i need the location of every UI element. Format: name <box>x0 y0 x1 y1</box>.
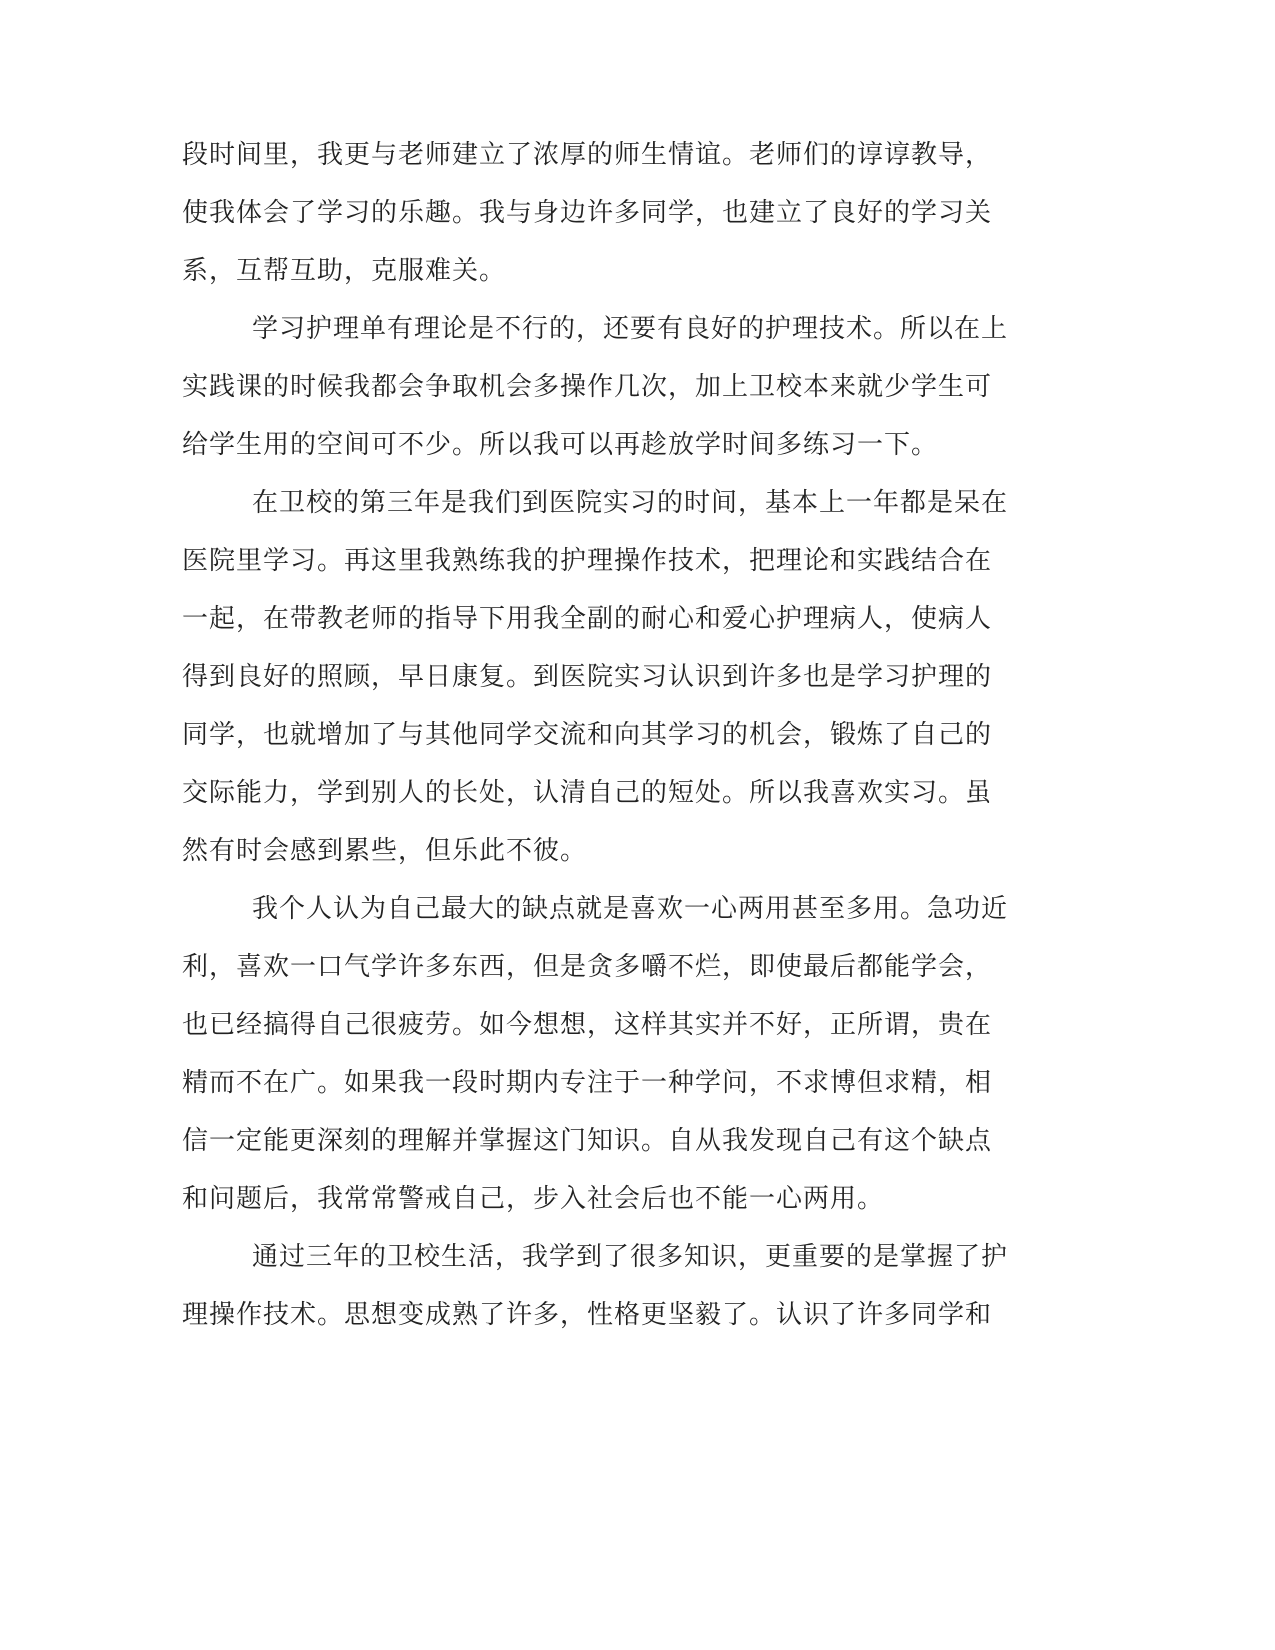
text-line: 系，互帮互助，克服难关。 <box>182 256 507 286</box>
text-line: 得到良好的照顾，早日康复。到医院实习认识到许多也是学习护理的 <box>182 662 993 692</box>
paragraph-first-line: 学习护理单有理论是不行的，还要有良好的护理技术。所以在上 <box>252 314 1009 344</box>
text-line: 也已经搞得自己很疲劳。如今想想，这样其实并不好，正所谓，贵在 <box>182 1010 993 1040</box>
paragraph-first-line: 通过三年的卫校生活，我学到了很多知识，更重要的是掌握了护 <box>252 1242 1009 1272</box>
text-line: 和问题后，我常常警戒自己，步入社会后也不能一心两用。 <box>182 1184 885 1214</box>
document-page <box>182 138 1042 1356</box>
text-line: 同学，也就增加了与其他同学交流和向其学习的机会，锻炼了自己的 <box>182 720 993 750</box>
text-line: 理操作技术。思想变成熟了许多，性格更坚毅了。认识了许多同学和 <box>182 1300 993 1330</box>
text-line: 然有时会感到累些，但乐此不彼。 <box>182 836 588 866</box>
text-line: 医院里学习。再这里我熟练我的护理操作技术，把理论和实践结合在 <box>182 546 993 576</box>
paragraph-first-line: 在卫校的第三年是我们到医院实习的时间，基本上一年都是呆在 <box>252 488 1009 518</box>
text-line: 利，喜欢一口气学许多东西，但是贪多嚼不烂，即使最后都能学会， <box>182 952 993 982</box>
text-line: 使我体会了学习的乐趣。我与身边许多同学，也建立了良好的学习关 <box>182 198 993 228</box>
text-line: 段时间里，我更与老师建立了浓厚的师生情谊。老师们的谆谆教导， <box>182 140 993 170</box>
text-line: 给学生用的空间可不少。所以我可以再趁放学时间多练习一下。 <box>182 430 939 460</box>
text-line: 信一定能更深刻的理解并掌握这门知识。自从我发现自己有这个缺点 <box>182 1126 993 1156</box>
paragraph-first-line: 我个人认为自己最大的缺点就是喜欢一心两用甚至多用。急功近 <box>252 894 1009 924</box>
text-line: 一起，在带教老师的指导下用我全副的耐心和爱心护理病人，使病人 <box>182 604 993 634</box>
text-line: 精而不在广。如果我一段时期内专注于一种学问，不求博但求精，相 <box>182 1068 993 1098</box>
text-line: 实践课的时候我都会争取机会多操作几次，加上卫校本来就少学生可 <box>182 372 993 402</box>
text-line: 交际能力，学到别人的长处，认清自己的短处。所以我喜欢实习。虽 <box>182 778 993 808</box>
